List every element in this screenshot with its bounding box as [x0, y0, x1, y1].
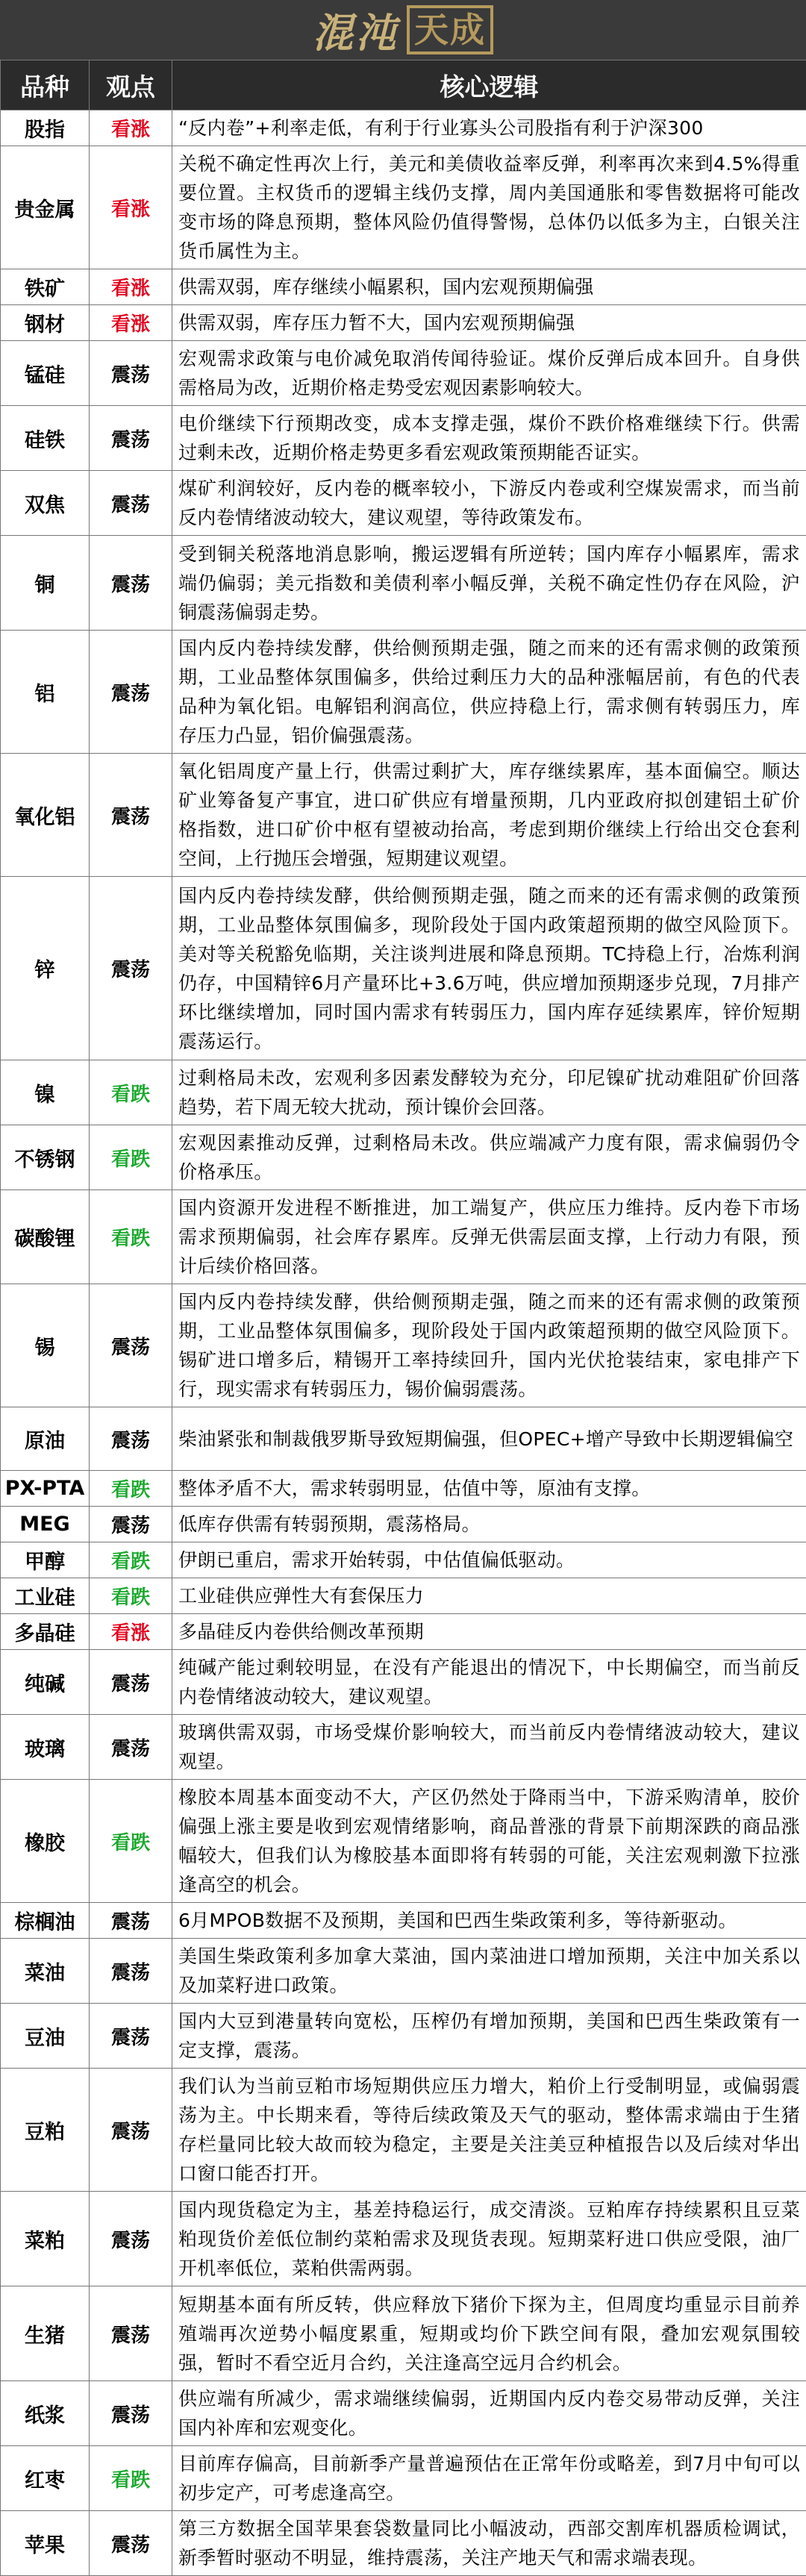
variety-cell: 股指 — [1, 110, 90, 146]
logic-cell: 国内反内卷持续发酵，供给侧预期走强，随之而来的还有需求侧的政策预期，工业品整体氛围偏多，现阶段处于国内政策超预期的做空风险顶下。美对等关税豁免临期，关注谈判进展和降息预期。TC持稳上行，冶炼利润仍存，中国精锌6月产量环比+3.6万吨，供应增加预期逐步兑现，7月排产环比继续增加，同时国内需求有转弱压力，国内库存延续累库，锌价短期震荡运行。 — [172, 877, 806, 1060]
variety-cell: 菜油 — [1, 1939, 90, 2004]
logic-cell: 橡胶本周基本面变动不大，产区仍然处于降雨当中，下游采购清单，胶价偏强上涨主要是收到宏观情绪影响，商品普涨的背景下前期深跌的商品涨幅较大，但我们认为橡胶基本面即将有转弱的可能，关注宏观刺激下拉涨逢高空的机会。 — [172, 1780, 806, 1903]
table-row — [1, 1903, 806, 1939]
view-cell: 震荡 — [90, 1284, 172, 1407]
view-cell: 看跌 — [90, 1780, 172, 1903]
table-row — [1, 341, 806, 406]
variety-cell: 玻璃 — [1, 1715, 90, 1780]
logic-cell: 低库存供需有转弱预期，震荡格局。 — [172, 1507, 806, 1542]
table-row — [1, 2192, 806, 2286]
table-row — [1, 471, 806, 536]
logic-cell: 宏观需求政策与电价减免取消传闻待验证。煤价反弹后成本回升。自身供需格局为改，近期价格走势受宏观因素影响较大。 — [172, 341, 806, 406]
variety-cell: 原油 — [1, 1407, 90, 1471]
table-row — [1, 754, 806, 877]
variety-cell: 锡 — [1, 1284, 90, 1407]
logic-cell: 国内大豆到港量转向宽松，压榨仍有增加预期，美国和巴西生柴政策有一定支撑，震荡。 — [172, 2004, 806, 2069]
view-cell: 震荡 — [90, 877, 172, 1060]
view-cell: 震荡 — [90, 2192, 172, 2286]
table-row — [1, 2511, 806, 2576]
logo-banner — [0, 0, 806, 60]
header-variety: 品种 — [1, 60, 90, 110]
view-cell: 震荡 — [90, 406, 172, 471]
view-cell: 震荡 — [90, 754, 172, 877]
header-logic: 核心逻辑 — [172, 60, 806, 110]
table-row — [1, 631, 806, 754]
outlook-table — [0, 60, 806, 2576]
logic-cell: 目前库存偏高，目前新季产量普遍预估在正常年份或略差，到7月中旬可以初步定产，可考虑逢高空。 — [172, 2446, 806, 2511]
table-row — [1, 1407, 806, 1471]
view-cell: 震荡 — [90, 1715, 172, 1780]
logic-cell: 短期基本面有所反转，供应释放下猪价下探为主，但周度均重显示目前养殖端再次逆势小幅度累重，短期或均价下跌空间有限，叠加宏观氛围较强，暂时不看空近月合约，关注逢高空远月合约机会。 — [172, 2286, 806, 2381]
variety-cell: 硅铁 — [1, 406, 90, 471]
company-logo: 混沌 天成 — [313, 1, 493, 59]
view-cell: 看涨 — [90, 146, 172, 269]
view-cell: 震荡 — [90, 1407, 172, 1471]
logic-cell: 关税不确定性再次上行，美元和美债收益率反弹，利率再次来到4.5%得重要位置。主权货币的逻辑主线仍支撑，周内美国通胀和零售数据将可能改变市场的降息预期，整体风险仍值得警惕，总体仍以低多为主，白银关注货币属性为主。 — [172, 146, 806, 269]
variety-cell: 铝 — [1, 631, 90, 754]
view-cell: 震荡 — [90, 471, 172, 536]
logic-cell: 国内反内卷持续发酵，供给侧预期走强，随之而来的还有需求侧的政策预期，工业品整体氛围偏多，现阶段处于国内政策超预期的做空风险顶下。锡矿进口增多后，精锡开工率持续回升，国内光伏抢装结束，家电排产下行，现实需求有转弱压力，锡价偏弱震荡。 — [172, 1284, 806, 1407]
logic-cell: 国内现货稳定为主，基差持稳运行，成交清淡。豆粕库存持续累积且豆菜粕现货价差低位制约菜粕需求及现货表现。短期菜籽进口供应受限，油厂开机率低位，菜粕供需两弱。 — [172, 2192, 806, 2286]
variety-cell: 铜 — [1, 536, 90, 631]
logic-cell: 我们认为当前豆粕市场短期供应压力增大，粕价上行受制明显，或偏弱震荡为主。中长期来看，等待后续政策及天气的驱动，整体需求端由于生猪存栏量同比较大故而较为稳定，主要是关注美豆种植报告以及后续对华出口窗口能否打开。 — [172, 2069, 806, 2192]
table-row — [1, 877, 806, 1060]
view-cell: 震荡 — [90, 2511, 172, 2576]
variety-cell: 红枣 — [1, 2446, 90, 2511]
table-row — [1, 2286, 806, 2381]
logic-cell: 受到铜关税落地消息影响，搬运逻辑有所逆转；国内库存小幅累库，需求端仍偏弱；美元指数和美债利率小幅反弹，关税不确定性仍存在风险，沪铜震荡偏弱走势。 — [172, 536, 806, 631]
view-cell: 震荡 — [90, 1507, 172, 1542]
header-view: 观点 — [90, 60, 172, 110]
logic-cell: 供需双弱，库存压力暂不大，国内宏观预期偏强 — [172, 305, 806, 341]
variety-cell: 橡胶 — [1, 1780, 90, 1903]
variety-cell: 锰硅 — [1, 341, 90, 406]
logic-cell: 氧化铝周度产量上行，供需过剩扩大，库存继续累库，基本面偏空。顺达矿业筹备复产事宜，进口矿供应有增量预期，几内亚政府拟创建铝土矿价格指数，进口矿价中枢有望被动抬高，考虑到期价继续上行给出交仓套利空间，上行抛压会增强，短期建议观望。 — [172, 754, 806, 877]
view-cell: 看跌 — [90, 1190, 172, 1284]
table-row — [1, 1507, 806, 1542]
table-row — [1, 406, 806, 471]
variety-cell: 钢材 — [1, 305, 90, 341]
variety-cell: 多晶硅 — [1, 1614, 90, 1650]
table-row — [1, 1715, 806, 1780]
logic-cell: 玻璃供需双弱，市场受煤价影响较大，而当前反内卷情绪波动较大，建议观望。 — [172, 1715, 806, 1780]
view-cell: 看涨 — [90, 269, 172, 305]
logic-cell: 国内反内卷持续发酵，供给侧预期走强，随之而来的还有需求侧的政策预期，工业品整体氛围偏多，供给过剩压力大的品种涨幅居前，有色的代表品种为氧化铝。电解铝利润高位，供应持稳上行，需求侧有转弱压力，库存压力凸显，铝价偏强震荡。 — [172, 631, 806, 754]
variety-cell: 甲醇 — [1, 1542, 90, 1578]
variety-cell: PX-PTA — [1, 1471, 90, 1507]
view-cell: 看涨 — [90, 110, 172, 146]
table-row — [1, 146, 806, 269]
variety-cell: 纯碱 — [1, 1650, 90, 1715]
logic-cell: 电价继续下行预期改变，成本支撑走强，煤价不跌价格难继续下行。供需过剩未改，近期价格走势更多看宏观政策预期能否证实。 — [172, 406, 806, 471]
variety-cell: 氧化铝 — [1, 754, 90, 877]
table-row — [1, 1939, 806, 2004]
variety-cell: 纸浆 — [1, 2381, 90, 2446]
variety-cell: 苹果 — [1, 2511, 90, 2576]
variety-cell: 贵金属 — [1, 146, 90, 269]
view-cell: 震荡 — [90, 1903, 172, 1939]
view-cell: 看跌 — [90, 2446, 172, 2511]
logic-cell: 多晶硅反内卷供给侧改革预期 — [172, 1614, 806, 1650]
view-cell: 看跌 — [90, 1542, 172, 1578]
view-cell: 震荡 — [90, 2004, 172, 2069]
logic-cell: 纯碱产能过剩较明显，在没有产能退出的情况下，中长期偏空，而当前反内卷情绪波动较大，建议观望。 — [172, 1650, 806, 1715]
logic-cell: 伊朗已重启，需求开始转弱，中估值偏低驱动。 — [172, 1542, 806, 1578]
view-cell: 震荡 — [90, 631, 172, 754]
table-row — [1, 2004, 806, 2069]
variety-cell: 碳酸锂 — [1, 1190, 90, 1284]
table-row — [1, 2381, 806, 2446]
table-row — [1, 1060, 806, 1125]
view-cell: 看涨 — [90, 1614, 172, 1650]
logic-cell: 过剩格局未改，宏观利多因素发酵较为充分，印尼镍矿扰动难阻矿价回落趋势，若下周无较大扰动，预计镍价会回落。 — [172, 1060, 806, 1125]
view-cell: 震荡 — [90, 1939, 172, 2004]
logic-cell: 煤矿利润较好，反内卷的概率较小，下游反内卷或利空煤炭需求，而当前反内卷情绪波动较大，建议观望，等待政策发布。 — [172, 471, 806, 536]
table-row — [1, 1780, 806, 1903]
table-row — [1, 2446, 806, 2511]
view-cell: 震荡 — [90, 2286, 172, 2381]
variety-cell: 生猪 — [1, 2286, 90, 2381]
logic-cell: 整体矛盾不大，需求转弱明显，估值中等，原油有支撑。 — [172, 1471, 806, 1507]
logic-cell: 柴油紧张和制裁俄罗斯导致短期偏强，但OPEC+增产导致中长期逻辑偏空 — [172, 1407, 806, 1471]
variety-cell: 镍 — [1, 1060, 90, 1125]
logic-cell: 6月MPOB数据不及预期，美国和巴西生柴政策利多，等待新驱动。 — [172, 1903, 806, 1939]
view-cell: 震荡 — [90, 2069, 172, 2192]
variety-cell: 锌 — [1, 877, 90, 1060]
table-row — [1, 1125, 806, 1190]
header-row — [1, 60, 806, 110]
variety-cell: 菜粕 — [1, 2192, 90, 2286]
variety-cell: 棕榈油 — [1, 1903, 90, 1939]
table-row — [1, 1614, 806, 1650]
logic-cell: 美国生柴政策利多加拿大菜油，国内菜油进口增加预期，关注中加关系以及加菜籽进口政策。 — [172, 1939, 806, 2004]
logic-cell: 供应端有所减少，需求端继续偏弱，近期国内反内卷交易带动反弹，关注国内补库和宏观变化。 — [172, 2381, 806, 2446]
variety-cell: 不锈钢 — [1, 1125, 90, 1190]
view-cell: 看跌 — [90, 1471, 172, 1507]
table-row — [1, 1578, 806, 1614]
logic-cell: 宏观因素推动反弹，过剩格局未改。供应端减产力度有限，需求偏弱仍令价格承压。 — [172, 1125, 806, 1190]
view-cell: 看跌 — [90, 1060, 172, 1125]
variety-cell: 工业硅 — [1, 1578, 90, 1614]
table-row — [1, 1542, 806, 1578]
logic-cell: 供需双弱，库存继续小幅累积，国内宏观预期偏强 — [172, 269, 806, 305]
variety-cell: MEG — [1, 1507, 90, 1542]
view-cell: 看跌 — [90, 1578, 172, 1614]
table-row — [1, 1284, 806, 1407]
view-cell: 看涨 — [90, 305, 172, 341]
table-row — [1, 2069, 806, 2192]
view-cell: 震荡 — [90, 341, 172, 406]
table-row — [1, 305, 806, 341]
view-cell: 震荡 — [90, 2381, 172, 2446]
logic-cell: 第三方数据全国苹果套袋数量同比小幅波动，西部交割库机器质检调试，新季暂时驱动不明显，维持震荡，关注产地天气和需求端表现。 — [172, 2511, 806, 2576]
view-cell: 震荡 — [90, 536, 172, 631]
variety-cell: 双焦 — [1, 471, 90, 536]
variety-cell: 豆粕 — [1, 2069, 90, 2192]
logic-cell: 国内资源开发进程不断推进，加工端复产，供应压力维持。反内卷下市场需求预期偏弱，社会库存累库。反弹无供需层面支撑，上行动力有限，预计后续价格回落。 — [172, 1190, 806, 1284]
logic-cell: “反内卷”+利率走低，有利于行业寡头公司股指有利于沪深300 — [172, 110, 806, 146]
view-cell: 看跌 — [90, 1125, 172, 1190]
table-row — [1, 110, 806, 146]
table-row — [1, 536, 806, 631]
table-row — [1, 1190, 806, 1284]
view-cell: 震荡 — [90, 1650, 172, 1715]
table-row — [1, 1650, 806, 1715]
table-row — [1, 269, 806, 305]
variety-cell: 豆油 — [1, 2004, 90, 2069]
logic-cell: 工业硅供应弹性大有套保压力 — [172, 1578, 806, 1614]
variety-cell: 铁矿 — [1, 269, 90, 305]
table-row — [1, 1471, 806, 1507]
